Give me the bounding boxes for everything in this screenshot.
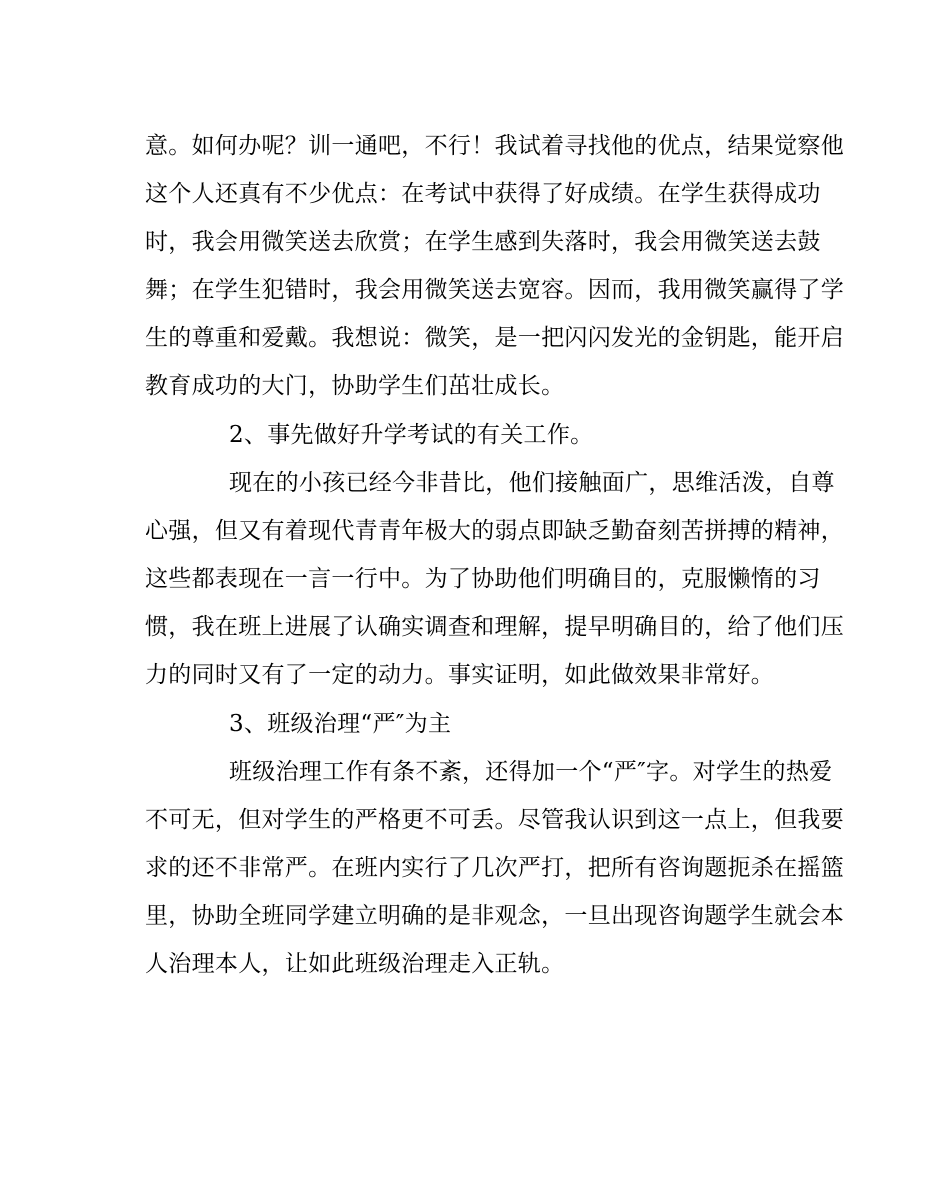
paragraph-line: 班级治理工作有条不紊，还得加一个“严″字。对学生的热爱 <box>229 759 833 785</box>
paragraph-line: 舞；在学生犯错时，我会用微笑送去宽容。因而，我用微笑赢得了学 <box>145 277 844 303</box>
paragraph-line: 惯，我在班上进展了认确实调查和理解，提早明确目的，给了他们压 <box>145 614 844 640</box>
paragraph-line: 人治理本人，让如此班级治理走入正轨。 <box>145 951 565 977</box>
paragraph-line: 求的还不非常严。在班内实行了几次严打，把所有咨询题扼杀在摇篮 <box>145 855 844 881</box>
section-heading: 2、事先做好升学考试的有关工作。 <box>229 422 594 448</box>
paragraph-line: 这些都表现在一言一行中。为了协助他们明确目的，克服懒惰的习 <box>145 566 821 592</box>
paragraph-line: 教育成功的大门，协助学生们茁壮成长。 <box>145 373 565 399</box>
paragraph-line: 心强，但又有着现代青青年极大的弱点即缺乏勤奋刻苦拼搏的精神， <box>145 518 844 544</box>
paragraph-line: 力的同时又有了一定的动力。事实证明，如此做效果非常好。 <box>145 662 775 688</box>
paragraph-line: 不可无，但对学生的严格更不可丢。尽管我认识到这一点上，但我要 <box>145 807 844 833</box>
paragraph-line: 时，我会用微笑送去欣赏；在学生感到失落时，我会用微笑送去鼓 <box>145 229 821 255</box>
paragraph-line: 生的尊重和爱戴。我想说：微笑，是一把闪闪发光的金钥匙，能开启 <box>145 325 844 351</box>
section-heading: 3、班级治理“严″为主 <box>229 711 452 737</box>
paragraph-line: 现在的小孩已经今非昔比，他们接触面广，思维活泼，自尊 <box>229 470 835 496</box>
paragraph-line: 里，协助全班同学建立明确的是非观念，一旦出现咨询题学生就会本 <box>145 903 844 929</box>
paragraph-line: 这个人还真有不少优点：在考试中获得了好成绩。在学生获得成功 <box>145 181 821 207</box>
paragraph-line: 意。如何办呢？训一通吧，不行！我试着寻找他的优点，结果觉察他 <box>145 133 844 159</box>
